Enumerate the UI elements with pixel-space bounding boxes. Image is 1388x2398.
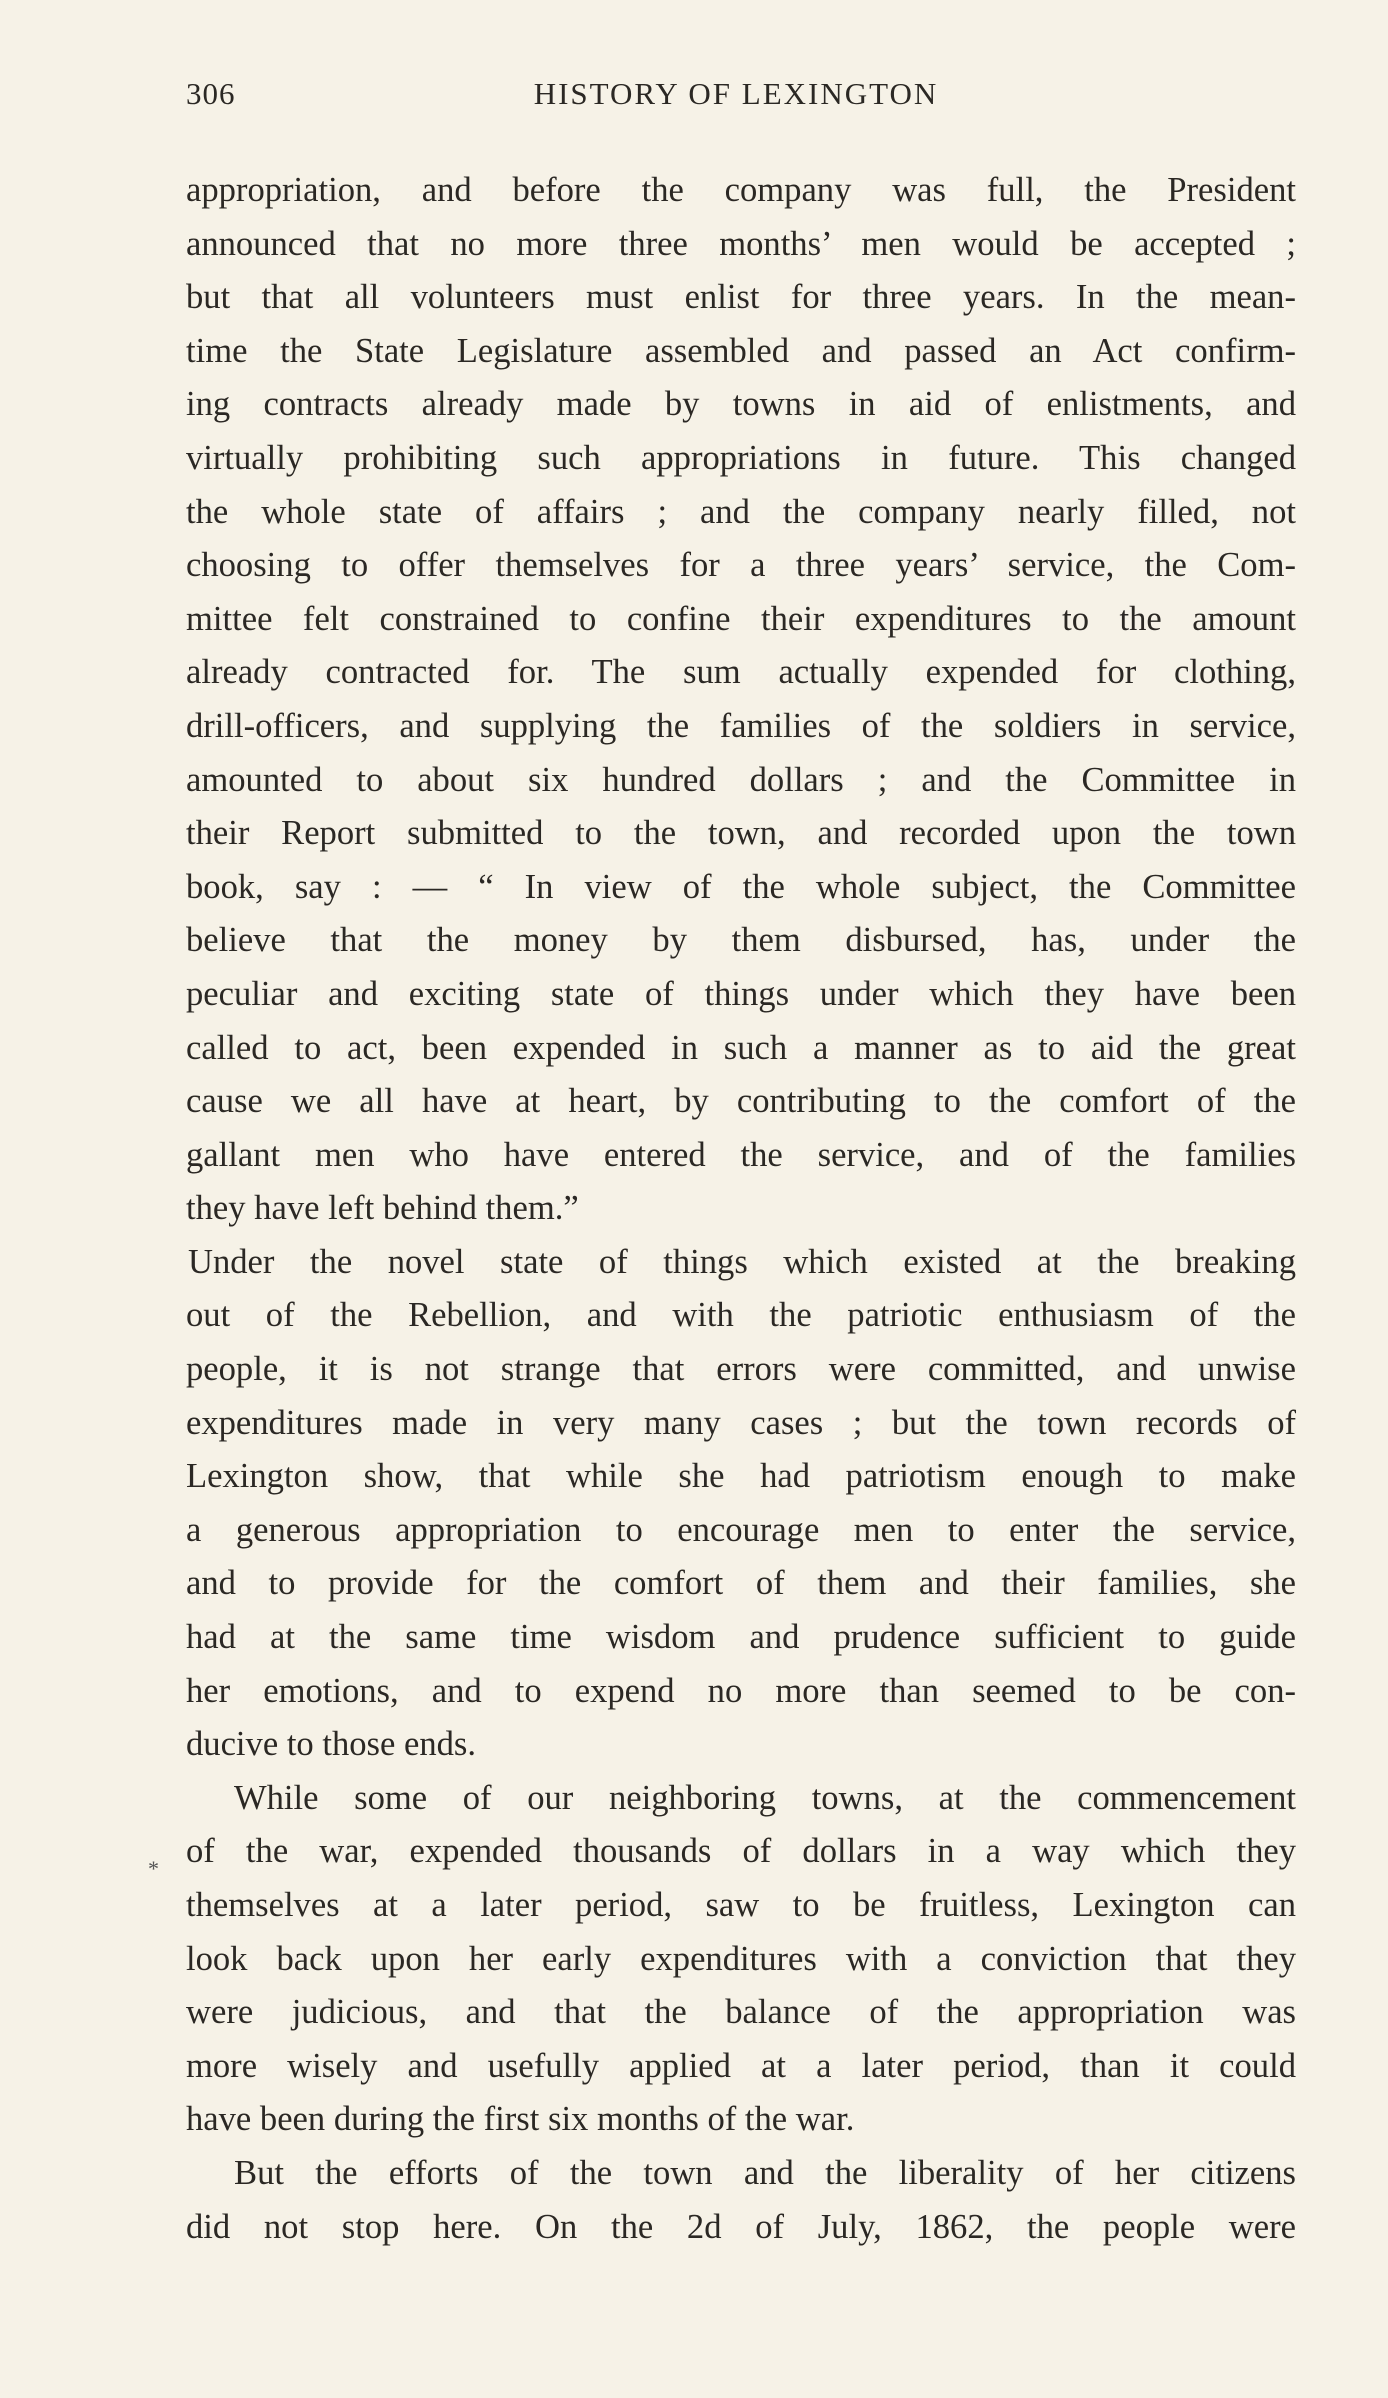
page-header bbox=[186, 76, 1286, 126]
body-text bbox=[186, 164, 1296, 2254]
text-line: Lexington show, that while she had patriotism enough to make bbox=[186, 1457, 1296, 1496]
text-line: a generous appropriation to encourage men to enter the service, bbox=[186, 1510, 1296, 1549]
text-line: mittee felt constrained to confine their expenditures to the amount bbox=[186, 599, 1296, 638]
text-line: ing contracts already made by towns in aid of enlistments, and bbox=[186, 385, 1296, 424]
text-line: time the State Legislature assembled and passed an Act confirm- bbox=[186, 331, 1296, 370]
text-line: believe that the money by them disbursed, has, under the bbox=[186, 921, 1296, 960]
text-line: peculiar and exciting state of things under which they have been bbox=[186, 974, 1296, 1013]
text-line: her emotions, and to expend no more than seemed to be con- bbox=[186, 1671, 1296, 1710]
text-line: the whole state of affairs ; and the company nearly filled, not bbox=[186, 492, 1296, 531]
text-line: but that all volunteers must enlist for three years. In the mean- bbox=[186, 278, 1296, 317]
text-line: have been during the first six months of the war. bbox=[186, 2100, 855, 2139]
text-line: out of the Rebellion, and with the patriotic enthusiasm of the bbox=[186, 1296, 1296, 1335]
text-line: were judicious, and that the balance of the appropriation was bbox=[186, 1993, 1296, 2032]
text-line: of the war, expended thousands of dollars in a way which they bbox=[186, 1832, 1296, 1871]
text-line: choosing to offer themselves for a three years’ service, the Com- bbox=[186, 546, 1296, 585]
text-line: gallant men who have entered the service, and of the families bbox=[186, 1135, 1296, 1174]
paragraph-start-line: Under the novel state of things which existed at the breaking bbox=[188, 1242, 1296, 1281]
text-line: look back upon her early expenditures with a conviction that they bbox=[186, 1939, 1296, 1978]
paragraph-start-line: But the efforts of the town and the liberality of her citizens bbox=[234, 2153, 1296, 2192]
text-line: expenditures made in very many cases ; but the town records of bbox=[186, 1403, 1296, 1442]
text-line: book, say : — “ In view of the whole subject, the Committee bbox=[186, 867, 1296, 906]
text-line: their Report submitted to the town, and recorded upon the town bbox=[186, 814, 1296, 853]
text-line: did not stop here. On the 2d of July, 1862, the people were bbox=[186, 2207, 1296, 2246]
text-line: had at the same time wisdom and prudence sufficient to guide bbox=[186, 1618, 1296, 1657]
text-line: called to act, been expended in such a manner as to aid the great bbox=[186, 1028, 1296, 1067]
text-line: amounted to about six hundred dollars ; and the Committee in bbox=[186, 760, 1296, 799]
text-line: appropriation, and before the company was full, the President bbox=[186, 171, 1296, 209]
text-line: they have left behind them.” bbox=[186, 1189, 579, 1228]
text-line: people, it is not strange that errors were committed, and unwise bbox=[186, 1350, 1296, 1389]
text-line: cause we all have at heart, by contributing to the comfort of the bbox=[186, 1082, 1296, 1121]
paragraph-start-line: While some of our neighboring towns, at the commencement bbox=[234, 1778, 1296, 1817]
text-line: themselves at a later period, saw to be fruitless, Lexington can bbox=[186, 1886, 1296, 1924]
page-number: 306 bbox=[186, 76, 236, 111]
text-line: ducive to those ends. bbox=[186, 1725, 477, 1764]
running-head: HISTORY OF LEXINGTON bbox=[533, 76, 939, 111]
text-line: announced that no more three months’ men would be accepted ; bbox=[186, 224, 1296, 263]
text-line: drill-officers, and supplying the families of the soldiers in service, bbox=[186, 706, 1296, 745]
text-line: and to provide for the comfort of them and their families, she bbox=[186, 1564, 1296, 1603]
margin-mark: * bbox=[148, 1856, 159, 1881]
text-line: already contracted for. The sum actually expended for clothing, bbox=[186, 653, 1296, 692]
text-line: virtually prohibiting such appropriations in future. This changed bbox=[186, 438, 1296, 477]
text-line: more wisely and usefully applied at a later period, than it could bbox=[186, 2046, 1296, 2085]
